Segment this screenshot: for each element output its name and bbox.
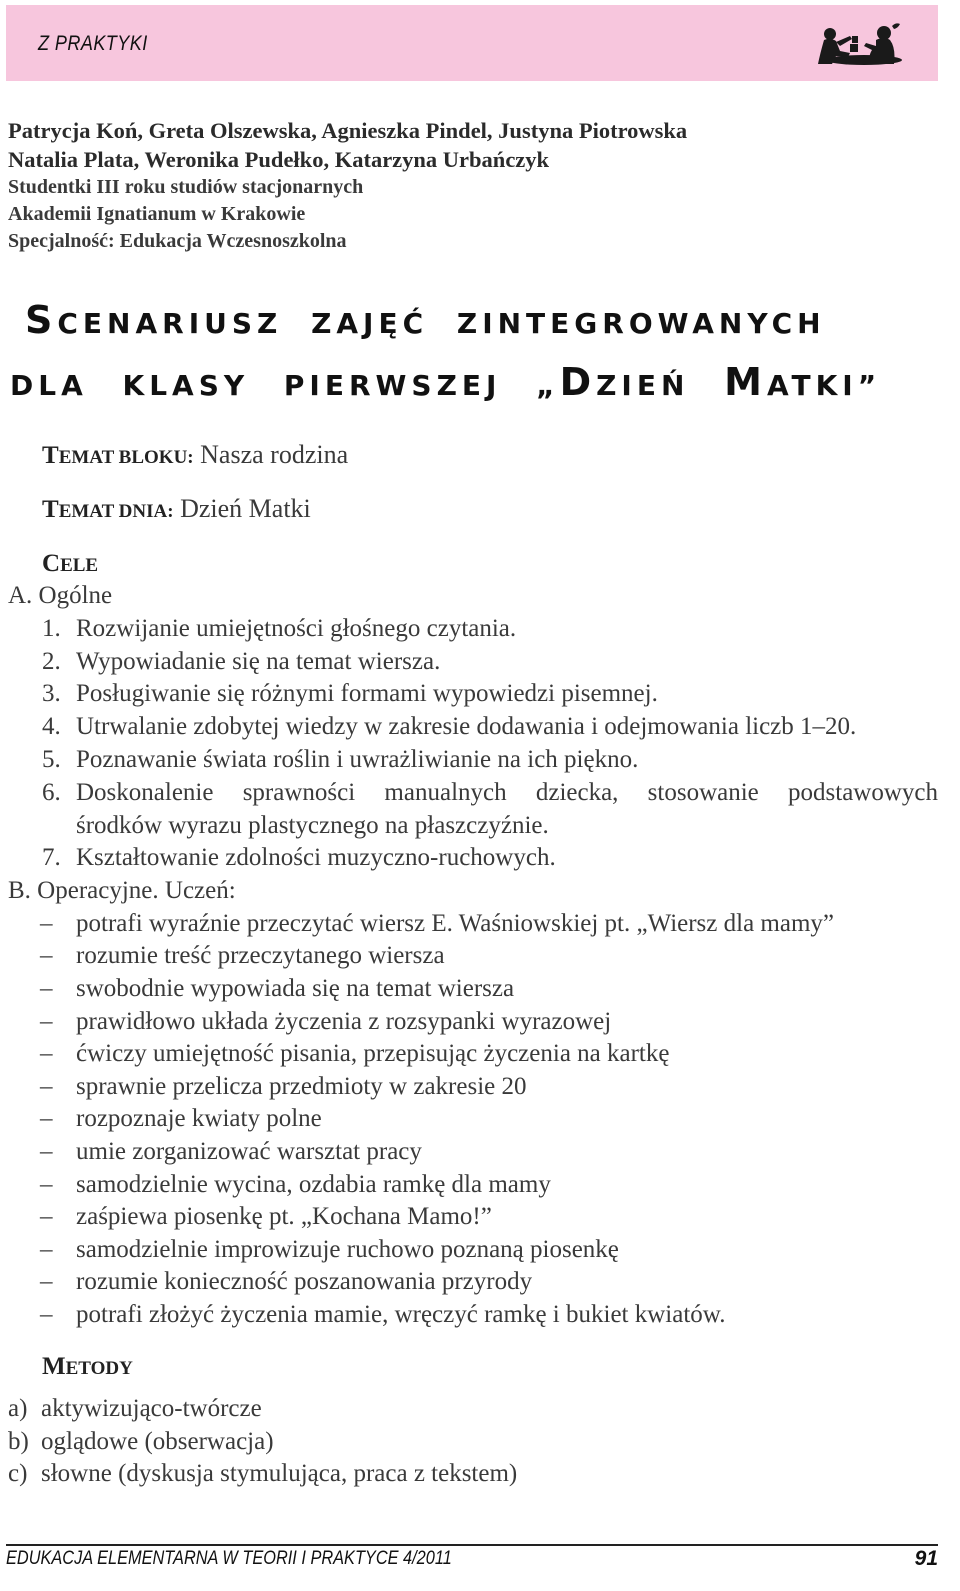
article-title-line-1 [25,298,955,342]
dash-bullet: – [40,1268,53,1295]
goal-number: 5. [42,746,61,773]
article-title-line-2 [10,360,940,404]
title-initial-m: M [724,360,767,404]
goal-number: 7. [42,844,61,871]
goal-text: zaśpiewa piosenkę pt. „Kochana Mamo!” [76,1203,492,1230]
goal-number: 4. [42,713,61,740]
temat-bloku [42,440,348,470]
goal-text: prawidłowo układa życzenia z rozsypanki wyrazowej [76,1008,612,1035]
dash-bullet: – [40,1040,53,1067]
goal-number: 1. [42,615,61,642]
goal-number: 6. [42,779,61,806]
goal-text: ćwiczy umiejętność pisania, przepisując życzenia na kartkę [76,1040,670,1067]
title-initial-d: D [559,360,597,404]
method-marker: b) [8,1428,29,1455]
heading-rest: ETODY [65,1358,133,1379]
operational-goals-label: B. Operacyjne. Uczeń: [8,877,236,904]
goal-text: rozumie konieczność poszanowania przyrody [76,1268,533,1295]
goal-text: umie zorganizować warsztat pracy [76,1138,422,1165]
goal-text: Rozwijanie umiejętności głośnego czytania. [76,615,517,642]
method-text: aktywizująco-twórcze [41,1395,262,1422]
title-part-b: ZIEŃ [596,369,725,402]
heading-initial: M [42,1353,66,1380]
footer-rule [6,1544,938,1546]
metody-heading [42,1353,133,1381]
temat-bloku-value: Nasza rodzina [200,440,349,469]
label-initial: T [42,496,59,523]
goal-text: rozpoznaje kwiaty polne [76,1105,322,1132]
goal-text: potrafi wyraźnie przeczytać wiersz E. Waśniowskiej pt. „Wiersz dla mamy” [76,910,835,937]
goal-text: Utrwalanie zdobytej wiedzy w zakresie dodawania i odejmowania liczb 1–20. [76,713,857,740]
affiliation-line-1: Studentki III roku studiów stacjonarnych [8,176,364,198]
dash-bullet: – [40,1171,53,1198]
goal-number: 3. [42,680,61,707]
authors-line-2: Natalia Plata, Weronika Pudełko, Katarzyna Urbańczyk [8,147,550,172]
children-playing-silhouette-icon [812,20,904,71]
goal-text: sprawnie przelicza przedmioty w zakresie 20 [76,1073,527,1100]
method-text: słowne (dyskusja stymulująca, praca z tekstem) [41,1460,518,1487]
temat-dnia-label [42,496,174,523]
goal-text: rozumie treść przeczytanego wiersza [76,942,445,969]
title-rest: CENARIUSZ ZAJĘĆ ZINTEGROWANYCH [57,307,826,340]
temat-bloku-label [42,442,194,469]
dash-bullet: – [40,1105,53,1132]
author-block [8,116,908,255]
goal-text: Posługiwanie się różnymi formami wypowiedzi pisemnej. [76,680,658,707]
goal-text: Poznawanie świata roślin i uwrażliwianie na ich piękno. [76,746,639,773]
affiliation-line-3: Specjalność: Edukacja Wczesnoszkolna [8,230,347,252]
temat-dnia [42,494,311,524]
goal-text: samodzielnie improwizuje ruchowo poznaną piosenkę [76,1236,619,1263]
dash-bullet: – [40,1301,53,1328]
goal-text: potrafi złożyć życzenia mamie, wręczyć ramkę i bukiet kwiatów. [76,1301,726,1328]
section-label: Z PRAKTYKI [38,32,148,55]
goal-text-continued: środków wyrazu plastycznego na płaszczyźnie. [76,812,549,839]
temat-dnia-value: Dzień Matki [180,494,311,523]
goal-text: swobodnie wypowiada się na temat wiersza [76,975,515,1002]
method-marker: c) [8,1460,28,1487]
title-initial: S [25,298,58,342]
cele-heading [42,550,98,578]
goal-text: samodzielnie wycina, ozdabia ramkę dla mamy [76,1171,551,1198]
method-text: oglądowe (obserwacja) [41,1428,274,1455]
goal-text: Wypowiadanie się na temat wiersza. [76,648,441,675]
goal-text: Doskonalenie sprawności manualnych dziecka, stosowanie podstawowych [76,779,938,806]
heading-initial: C [42,550,61,577]
method-marker: a) [8,1395,28,1422]
goal-text: Kształtowanie zdolności muzyczno-ruchowych. [76,844,556,871]
label-rest: EMAT BLOKU: [58,447,194,468]
affiliation-line-2: Akademii Ignatianum w Krakowie [8,203,306,225]
dash-bullet: – [40,1073,53,1100]
authors-line-1: Patrycja Koń, Greta Olszewska, Agnieszka Pindel, Justyna Piotrowska [8,118,688,143]
dash-bullet: – [40,942,53,969]
dash-bullet: – [40,975,53,1002]
general-goals-label: A. Ogólne [8,582,113,609]
goal-number: 2. [42,648,61,675]
heading-rest: ELE [60,555,99,576]
label-initial: T [42,442,59,469]
title-part-c: ATKI” [766,369,882,402]
label-rest: EMAT DNIA: [58,501,174,522]
dash-bullet: – [40,1203,53,1230]
dash-bullet: – [40,1236,53,1263]
journal-footer: EDUKACJA ELEMENTARNA W TEORII I PRAKTYCE 4/2011 [6,1548,452,1569]
title-part-a: DLA KLASY PIERWSZEJ „ [10,369,560,402]
dash-bullet: – [40,1008,53,1035]
dash-bullet: – [40,1138,53,1165]
page-number: 91 [914,1547,938,1570]
dash-bullet: – [40,910,53,937]
